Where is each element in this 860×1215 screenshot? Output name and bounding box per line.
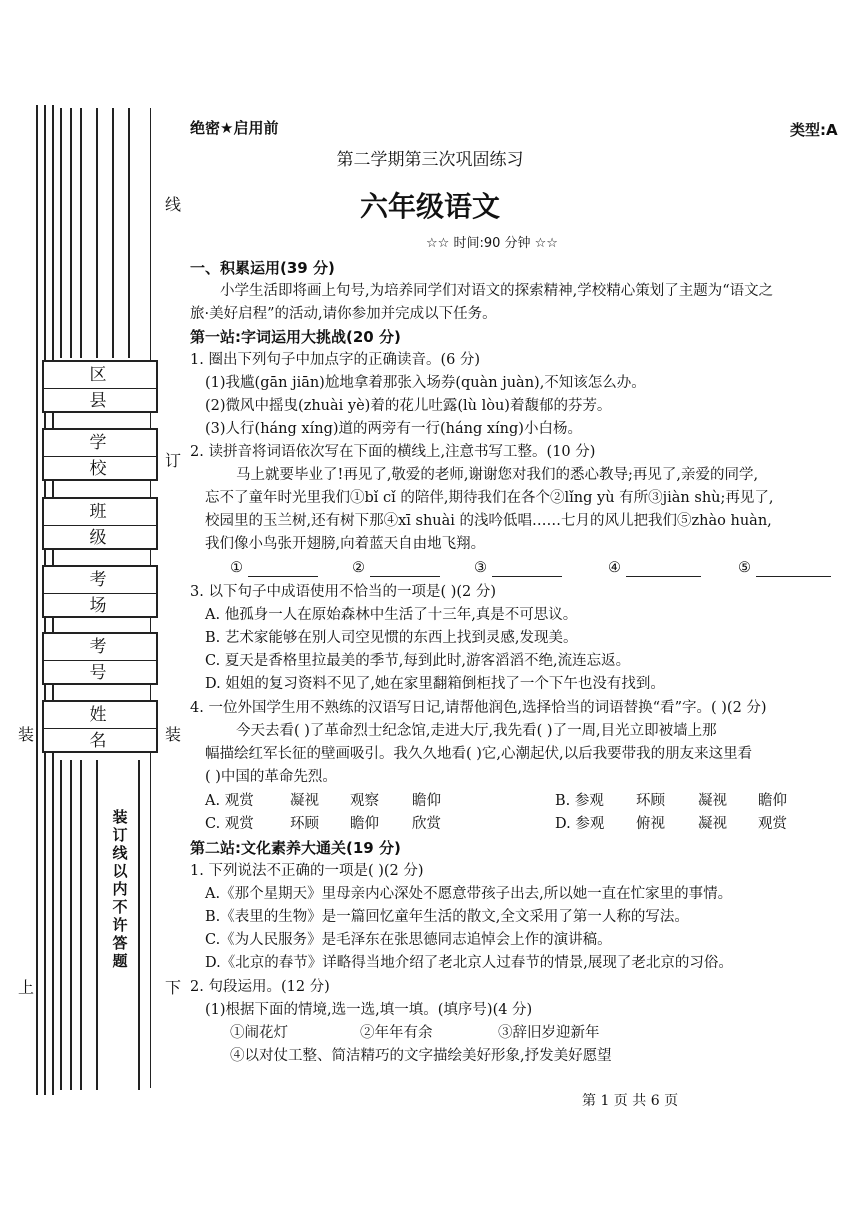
choice-item: ②年年有余 (360, 1025, 433, 1041)
field-label: 姓名 (44, 702, 156, 729)
intro-line: 小学生活即将画上句号,为培养同学们对语文的探索精神,学校精心策划了主题为“语文之 (220, 283, 774, 299)
section-heading: 一、积累运用(39 分) (190, 259, 335, 277)
option-word: 瞻仰 (758, 793, 787, 809)
option-word: 欣赏 (412, 816, 441, 832)
choice-item: ③辞旧岁迎新年 (498, 1025, 600, 1041)
question-4: 4. 一位外国学生用不熟练的汉语写日记,请帮他润色,选择恰当的词语替换“看”字。( )(2 分) (190, 700, 767, 716)
question-s2-2a: (1)根据下面的情境,选一选,填一填。(填序号)(4 分) (205, 1002, 533, 1018)
option-b: B. 参观 (555, 793, 604, 809)
option-word: 瞻仰 (350, 816, 379, 832)
option-b: B.《表里的生物》是一篇回忆童年生活的散文,全文采用了第一人称的写法。 (205, 909, 689, 925)
answer-blank[interactable] (756, 576, 831, 577)
paper-title: 六年级语文 (359, 190, 500, 223)
margin-char-zhuang-left: 装 (18, 725, 35, 744)
answer-blank-label: ① (230, 560, 243, 576)
paper-type: 类型:A (790, 121, 838, 139)
margin-line (138, 760, 140, 1090)
passage-line: 我们像小鸟张开翅膀,向着蓝天自由地飞翔。 (205, 536, 486, 552)
field-label: 班级 (44, 499, 156, 526)
field-box-room (42, 565, 158, 618)
question-1a: (1)我尴(gān jiān)尬地拿着那张入场券(quàn juàn),不知该怎么办。 (205, 375, 646, 391)
field-label: 区县 (44, 362, 156, 389)
field-label: 考号 (44, 634, 156, 661)
field-box-district (42, 360, 158, 413)
option-word: 凝视 (698, 816, 727, 832)
option-c: C. 观赏 (205, 816, 254, 832)
answer-blank[interactable] (248, 576, 318, 577)
option-d: D. 参观 (555, 816, 605, 832)
passage-line: 幅描绘红军长征的壁画吸引。我久久地看( )它,心潮起伏,以后我要带我的朋友来这里看 (205, 746, 753, 762)
question-1: 1. 圈出下列句子中加点字的正确读音。(6 分) (190, 352, 481, 368)
answer-blank[interactable] (626, 576, 701, 577)
option-word: 瞻仰 (412, 793, 441, 809)
question-s2-1: 1. 下列说法不正确的一项是( )(2 分) (190, 863, 424, 879)
option-word: 凝视 (698, 793, 727, 809)
margin-line (60, 760, 62, 1090)
passage-line: 马上就要毕业了!再见了,敬爱的老师,谢谢您对我们的悉心教导;再见了,亲爱的同学, (236, 467, 759, 483)
margin-char-xian: 线 (165, 195, 182, 214)
option-b: B. 艺术家能够在别人司空见惯的东西上找到灵感,发现美。 (205, 630, 578, 646)
station-heading: 第二站:文化素养大通关(19 分) (190, 839, 401, 857)
option-a: A.《那个星期天》里母亲内心深处不愿意带孩子出去,所以她一直在忙家里的事情。 (205, 886, 733, 902)
question-3: 3. 以下句子中成语使用不恰当的一项是( )(2 分) (190, 584, 497, 600)
option-c: C.《为人民服务》是毛泽东在张思德同志追悼会上作的演讲稿。 (205, 932, 612, 948)
option-word: 环顾 (290, 816, 319, 832)
exam-time: ☆☆ 时间:90 分钟 ☆☆ (426, 236, 558, 251)
passage-line: 忘不了童年时光里我们①bǐ cǐ 的陪伴,期待我们在各个②lǐng yù 有所③jiàn shù;再见了, (205, 490, 774, 506)
field-box-exam-number (42, 632, 158, 685)
margin-line (80, 760, 82, 1090)
choice-item: ①闹花灯 (230, 1025, 288, 1041)
field-label: 考场 (44, 567, 156, 594)
passage-line: ( )中国的革命先烈。 (205, 769, 337, 785)
question-1b: (2)微风中摇曳(zhuài yè)着的花儿吐露(lù lòu)着馥郁的芬芳。 (205, 398, 612, 414)
answer-blank[interactable] (370, 576, 440, 577)
answer-blank-label: ③ (474, 560, 487, 576)
passage-line: 今天去看( )了革命烈士纪念馆,走进大厅,我先看( )了一周,目光立即被墙上那 (236, 723, 717, 739)
margin-line (96, 760, 98, 1090)
secret-mark: 绝密★启用前 (190, 119, 279, 137)
answer-blank-label: ④ (608, 560, 621, 576)
option-word: 凝视 (290, 793, 319, 809)
choice-item: ④以对仗工整、简洁精巧的文字描绘美好形象,抒发美好愿望 (230, 1048, 612, 1064)
option-a: A. 观赏 (205, 793, 254, 809)
question-1c: (3)人行(háng xíng)道的两旁有一行(háng xíng)小白杨。 (205, 421, 582, 437)
binding-note: 装订线以内不许答题 (112, 808, 128, 970)
field-box-name (42, 700, 158, 753)
option-word: 环顾 (636, 793, 665, 809)
option-d: D.《北京的春节》详略得当地介绍了老北京人过春节的情景,展现了老北京的习俗。 (205, 955, 733, 971)
margin-char-xia: 下 (165, 978, 182, 997)
question-s2-2: 2. 句段运用。(12 分) (190, 979, 330, 995)
answer-blank-label: ② (352, 560, 365, 576)
option-word: 观赏 (758, 816, 787, 832)
option-c: C. 夏天是香格里拉最美的季节,每到此时,游客滔滔不绝,流连忘返。 (205, 653, 631, 669)
answer-blank[interactable] (492, 576, 562, 577)
page-number: 第 1 页 共 6 页 (582, 1093, 679, 1109)
field-box-class (42, 497, 158, 550)
option-word: 俯视 (636, 816, 665, 832)
option-word: 观察 (350, 793, 379, 809)
field-box-school (42, 428, 158, 481)
option-a: A. 他孤身一人在原始森林中生活了十三年,真是不可思议。 (205, 607, 578, 623)
question-2: 2. 读拼音将词语依次写在下面的横线上,注意书写工整。(10 分) (190, 444, 596, 460)
margin-line (36, 105, 38, 1095)
intro-line: 旅·美好启程”的活动,请你参加并完成以下任务。 (190, 306, 497, 322)
margin-line (70, 760, 72, 1090)
answer-blank-label: ⑤ (738, 560, 751, 576)
option-d: D. 姐姐的复习资料不见了,她在家里翻箱倒柜找了一个下午也没有找到。 (205, 676, 665, 692)
paper-subtitle: 第二学期第三次巩固练习 (336, 150, 524, 170)
margin-char-ding: 订 (165, 451, 182, 470)
field-label: 学校 (44, 430, 156, 457)
passage-line: 校园里的玉兰树,还有树下那④xī shuài 的浅吟低唱……七月的风儿把我们⑤zhào huàn, (205, 513, 772, 529)
margin-char-zhuang: 装 (165, 725, 182, 744)
station-heading: 第一站:字词运用大挑战(20 分) (190, 328, 401, 346)
margin-char-shang: 上 (18, 978, 35, 997)
